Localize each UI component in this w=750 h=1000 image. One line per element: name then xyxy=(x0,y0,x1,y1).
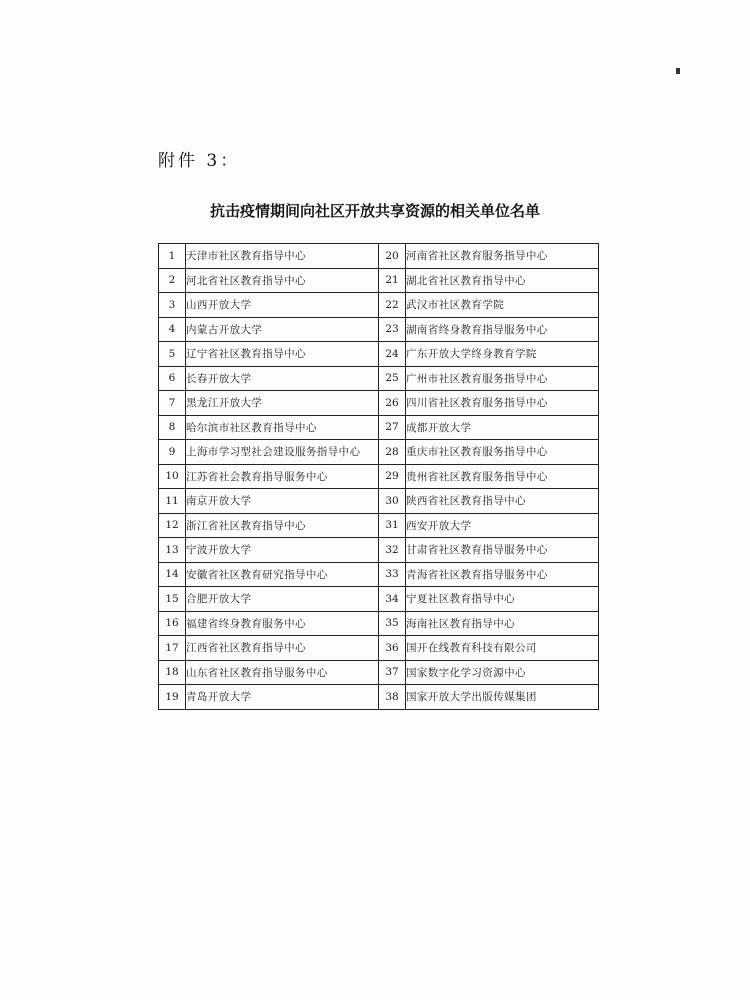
document-title: 抗击疫情期间向社区开放共享资源的相关单位名单 xyxy=(209,202,540,220)
unit-number: 28 xyxy=(379,440,406,465)
unit-number: 30 xyxy=(379,489,406,514)
unit-number: 35 xyxy=(379,611,406,636)
unit-number: 18 xyxy=(159,660,186,685)
table-row xyxy=(159,587,599,612)
table-row xyxy=(159,317,599,342)
unit-name: 长春开放大学 xyxy=(186,366,379,391)
unit-name: 四川省社区教育服务指导中心 xyxy=(406,391,599,416)
unit-name: 国开在线教育科技有限公司 xyxy=(406,636,599,661)
unit-name: 山西开放大学 xyxy=(186,293,379,318)
unit-number: 10 xyxy=(159,464,186,489)
unit-number: 17 xyxy=(159,636,186,661)
unit-name: 哈尔滨市社区教育指导中心 xyxy=(186,415,379,440)
unit-number: 5 xyxy=(159,342,186,367)
unit-number: 13 xyxy=(159,538,186,563)
unit-number: 22 xyxy=(379,293,406,318)
unit-number: 21 xyxy=(379,268,406,293)
unit-name: 南京开放大学 xyxy=(186,489,379,514)
unit-name: 山东省社区教育指导服务中心 xyxy=(186,660,379,685)
unit-name: 武汉市社区教育学院 xyxy=(406,293,599,318)
unit-number: 38 xyxy=(379,685,406,710)
unit-number: 34 xyxy=(379,587,406,612)
table-row xyxy=(159,489,599,514)
unit-name: 国家开放大学出版传媒集团 xyxy=(406,685,599,710)
unit-name: 广东开放大学终身教育学院 xyxy=(406,342,599,367)
unit-name: 宁波开放大学 xyxy=(186,538,379,563)
unit-number: 2 xyxy=(159,268,186,293)
unit-name: 浙江省社区教育指导中心 xyxy=(186,513,379,538)
unit-number: 9 xyxy=(159,440,186,465)
attachment-label: 附件 3： xyxy=(158,151,241,171)
table-row xyxy=(159,464,599,489)
unit-number: 29 xyxy=(379,464,406,489)
unit-name: 宁夏社区教育指导中心 xyxy=(406,587,599,612)
unit-number: 23 xyxy=(379,317,406,342)
unit-name: 国家数字化学习资源中心 xyxy=(406,660,599,685)
unit-name: 合肥开放大学 xyxy=(186,587,379,612)
unit-name: 成都开放大学 xyxy=(406,415,599,440)
unit-number: 16 xyxy=(159,611,186,636)
unit-number: 1 xyxy=(159,244,186,269)
unit-name: 辽宁省社区教育指导中心 xyxy=(186,342,379,367)
unit-number: 15 xyxy=(159,587,186,612)
unit-name: 西安开放大学 xyxy=(406,513,599,538)
unit-number: 3 xyxy=(159,293,186,318)
unit-name: 福建省终身教育服务中心 xyxy=(186,611,379,636)
unit-name: 陕西省社区教育指导中心 xyxy=(406,489,599,514)
unit-name: 河北省社区教育指导中心 xyxy=(186,268,379,293)
unit-number: 8 xyxy=(159,415,186,440)
unit-name: 甘肃省社区教育指导服务中心 xyxy=(406,538,599,563)
unit-number: 33 xyxy=(379,562,406,587)
unit-name: 广州市社区教育服务指导中心 xyxy=(406,366,599,391)
table-row xyxy=(159,611,599,636)
table-row xyxy=(159,268,599,293)
unit-number: 12 xyxy=(159,513,186,538)
unit-number: 25 xyxy=(379,366,406,391)
unit-name: 青岛开放大学 xyxy=(186,685,379,710)
unit-number: 20 xyxy=(379,244,406,269)
unit-name: 青海省社区教育指导服务中心 xyxy=(406,562,599,587)
table-row xyxy=(159,244,599,269)
table-row xyxy=(159,660,599,685)
unit-number: 36 xyxy=(379,636,406,661)
scan-mark xyxy=(676,68,680,74)
unit-number: 7 xyxy=(159,391,186,416)
unit-name: 内蒙古开放大学 xyxy=(186,317,379,342)
unit-name: 贵州省社区教育服务指导中心 xyxy=(406,464,599,489)
table-row xyxy=(159,513,599,538)
table-row xyxy=(159,538,599,563)
table-row xyxy=(159,440,599,465)
unit-name: 黑龙江开放大学 xyxy=(186,391,379,416)
units-table xyxy=(158,243,599,710)
unit-number: 37 xyxy=(379,660,406,685)
unit-name: 湖南省终身教育指导服务中心 xyxy=(406,317,599,342)
table-row xyxy=(159,391,599,416)
table-row xyxy=(159,636,599,661)
unit-number: 24 xyxy=(379,342,406,367)
unit-name: 安徽省社区教育研究指导中心 xyxy=(186,562,379,587)
unit-name: 河南省社区教育服务指导中心 xyxy=(406,244,599,269)
table-row xyxy=(159,366,599,391)
unit-number: 4 xyxy=(159,317,186,342)
unit-name: 江西省社区教育指导中心 xyxy=(186,636,379,661)
unit-number: 19 xyxy=(159,685,186,710)
table-row xyxy=(159,293,599,318)
unit-name: 江苏省社会教育指导服务中心 xyxy=(186,464,379,489)
unit-number: 27 xyxy=(379,415,406,440)
table-row xyxy=(159,685,599,710)
unit-number: 14 xyxy=(159,562,186,587)
unit-name: 上海市学习型社会建设服务指导中心 xyxy=(186,440,379,465)
unit-number: 26 xyxy=(379,391,406,416)
table-row xyxy=(159,562,599,587)
units-table-body xyxy=(159,244,599,710)
unit-name: 湖北省社区教育指导中心 xyxy=(406,268,599,293)
unit-number: 32 xyxy=(379,538,406,563)
table-row xyxy=(159,415,599,440)
unit-name: 天津市社区教育指导中心 xyxy=(186,244,379,269)
unit-number: 11 xyxy=(159,489,186,514)
unit-number: 6 xyxy=(159,366,186,391)
unit-name: 海南社区教育指导中心 xyxy=(406,611,599,636)
table-row xyxy=(159,342,599,367)
unit-name: 重庆市社区教育服务指导中心 xyxy=(406,440,599,465)
unit-number: 31 xyxy=(379,513,406,538)
